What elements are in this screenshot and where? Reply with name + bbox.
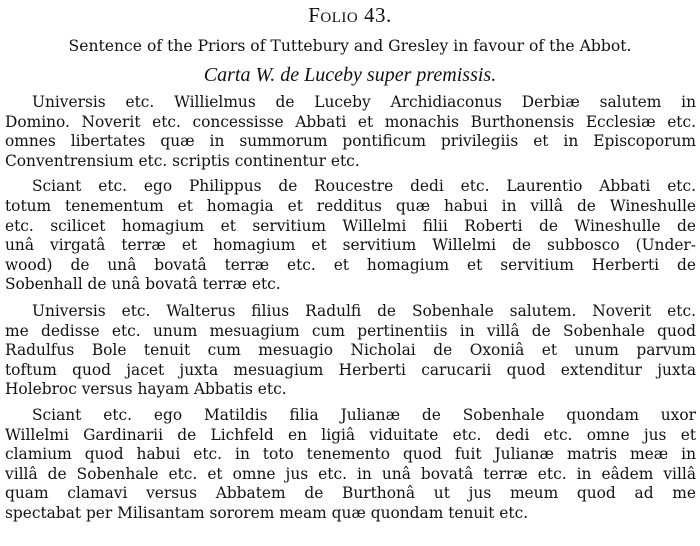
text-line: Domino. Noverit etc. concessisse Abbati et monachis Burthonensis Ecclesiæ etc.: [5, 112, 696, 131]
text-line: Sciant etc. ego Philippus de Roucestre dedi etc. Laurentio Abbati etc.: [32, 177, 696, 196]
text-line: Radulfus Bole tenuit cum mesuagio Nicholai de Oxoniâ et unum parvum: [5, 341, 696, 360]
text-line: quam clamavi versus Abbatem de Burthonâ ut jus meum quod ad me: [5, 484, 696, 503]
text-line: wood) de unâ bovatâ terræ etc. et homagium et servitium Herberti de: [5, 255, 696, 274]
text-line: Holebroc versus hayam Abbatis etc.: [5, 380, 287, 399]
text-line: villâ de Sobenhale etc. et omne jus etc. in unâ bovatâ terræ etc. in eâdem villâ: [5, 464, 696, 483]
charter-title: Carta W. de Luceby super premissis.: [203, 64, 497, 86]
text-line: unâ virgatâ terræ et homagium et servitium Willelmi de subbosco (Under-: [5, 236, 696, 255]
paragraph: [5, 406, 696, 524]
text-line: Sciant etc. ego Matildis filia Julianæ de Sobenhale quondam uxor: [32, 405, 696, 424]
text-line: Universis etc. Walterus filius Radulfi de Sobenhale salutem. Noverit etc.: [32, 301, 696, 320]
text-line: omnes libertates quæ in summorum pontificum privilegiis et in Episcoporum: [5, 132, 696, 151]
text-line: Conventrensium etc. scriptis continentur etc.: [5, 151, 360, 170]
paragraph: [5, 93, 696, 171]
text-line: totum tenementum et homagia et redditus quæ habui in villâ de Wineshulle: [5, 196, 696, 215]
text-line: Universis etc. Willielmus de Luceby Archidiaconus Derbiæ salutem in: [32, 93, 696, 111]
document-body: [5, 93, 696, 523]
paragraph: [5, 177, 696, 295]
text-line: Sobenhall de unâ bovatâ terræ etc.: [5, 275, 281, 294]
section-heading: Sentence of the Priors of Tuttebury and Gresley in favour of the Abbot.: [68, 37, 632, 55]
text-line: toftum quod jacet juxta mesuagium Herberti carucarii quod extenditur juxta: [5, 360, 696, 379]
folio-number: Folio 43.: [308, 3, 392, 27]
text-line: Willelmi Gardinarii de Lichfeld en ligiâ viduitate etc. dedi etc. omne jus et: [5, 425, 696, 444]
text-line: spectabat per Milisantam sororem meam quæ quondam tenuit etc.: [5, 503, 529, 522]
paragraph: [5, 302, 696, 400]
text-line: clamium quod habui etc. in toto tenemento quod fuit Julianæ matris meæ in: [5, 445, 696, 464]
text-line: etc. scilicet homagium et servitium Willelmi filii Roberti de Wineshulle de: [5, 216, 696, 235]
text-line: me dedisse etc. unum mesuagium cum pertinentiis in villâ de Sobenhale quod: [5, 321, 696, 340]
